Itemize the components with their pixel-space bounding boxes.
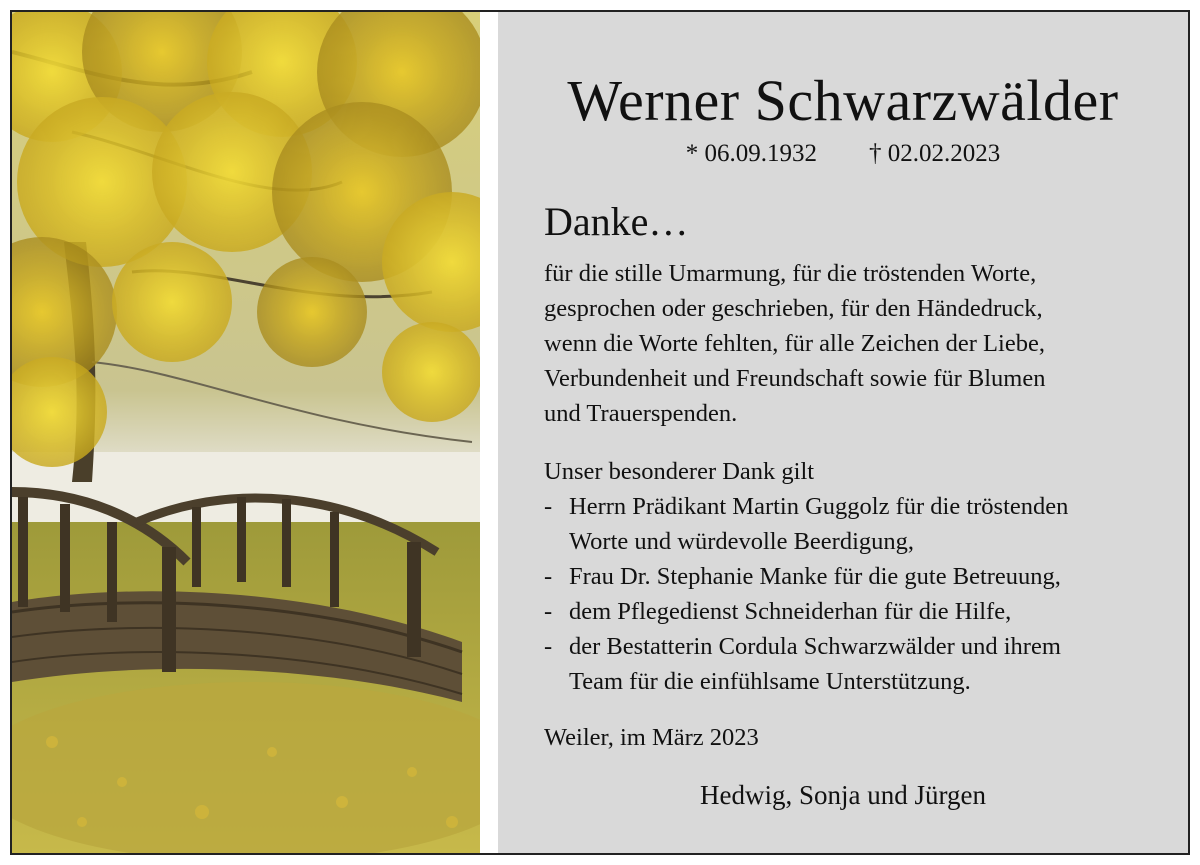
paragraph-line: für die stille Umarmung, für die tröstenden Worte,	[544, 260, 1037, 287]
dash-bullet: -	[544, 598, 553, 625]
list-item	[544, 629, 1184, 699]
text-panel	[498, 12, 1188, 853]
dash-bullet: -	[544, 493, 553, 520]
list-item	[544, 559, 1184, 594]
special-thanks-intro: Unser besonderer Dank gilt	[544, 458, 815, 485]
obituary-notice	[10, 10, 1190, 855]
death-date: † 02.02.2023	[869, 140, 1001, 167]
autumn-bridge-photo	[12, 12, 480, 853]
list-item-line: Worte und würdevolle Beerdigung,	[569, 528, 915, 555]
paragraph-line: wenn die Worte fehlten, für alle Zeichen der Liebe,	[544, 330, 1045, 357]
place-date: Weiler, im März 2023	[544, 724, 759, 751]
special-thanks-list	[544, 489, 1184, 699]
special-thanks	[544, 454, 1184, 699]
thanks-paragraph	[544, 256, 1174, 431]
dash-bullet: -	[544, 563, 553, 590]
thanks-heading: Danke…	[544, 199, 689, 244]
paragraph-line: Verbundenheit und Freundschaft sowie für Blumen	[544, 365, 1046, 392]
list-item-line: Team für die einfühlsame Unterstützung.	[569, 668, 971, 695]
birth-date: * 06.09.1932	[685, 140, 817, 167]
list-item	[544, 594, 1184, 629]
list-item-line: der Bestatterin Cordula Schwarzwälder und ihrem	[569, 633, 1061, 660]
list-item-line: Frau Dr. Stephanie Manke für die gute Betreuung,	[569, 563, 1061, 590]
paragraph-line: und Trauerspenden.	[544, 400, 738, 427]
list-item-line: Herrn Prädikant Martin Guggolz für die tröstenden	[569, 493, 1069, 520]
paragraph-line: gesprochen oder geschrieben, für den Händedruck,	[544, 295, 1043, 322]
list-item-line: dem Pflegedienst Schneiderhan für die Hilfe,	[569, 598, 1012, 625]
life-dates	[498, 140, 1188, 168]
deceased-name: Werner Schwarzwälder	[567, 68, 1119, 133]
dash-bullet: -	[544, 633, 553, 660]
signature: Hedwig, Sonja und Jürgen	[700, 780, 986, 810]
list-item	[544, 489, 1184, 559]
